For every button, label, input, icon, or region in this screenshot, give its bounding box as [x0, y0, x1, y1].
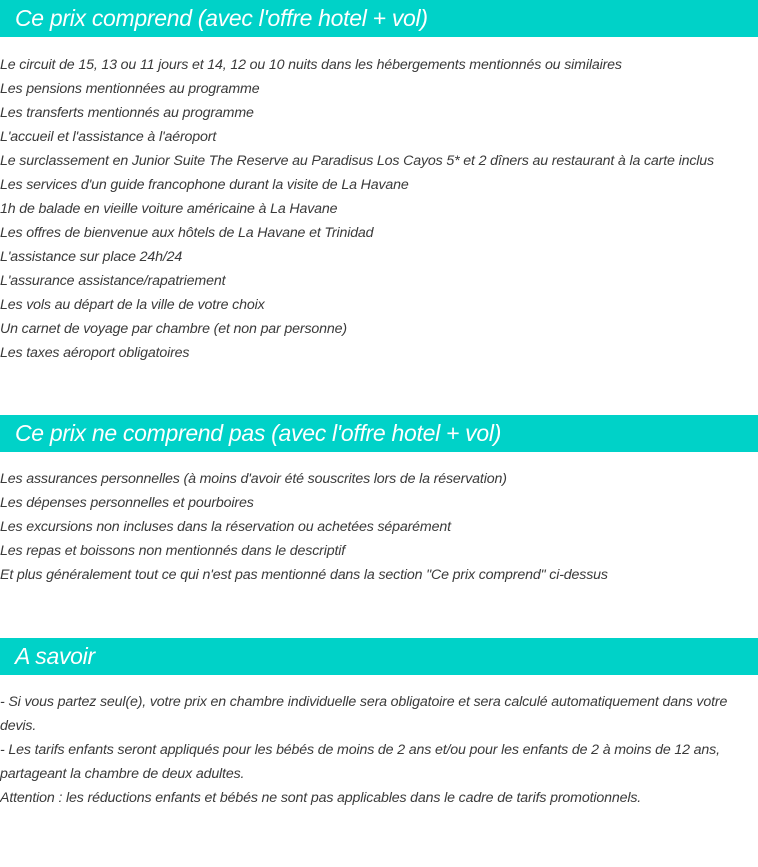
section-header	[0, 638, 758, 675]
list-item: Un carnet de voyage par chambre (et non par personne)	[0, 321, 347, 337]
info-body	[0, 690, 758, 810]
info-paragraph-attention: Attention : les réductions enfants et bébés ne sont pas applicables dans le cadre de tarifs promotionnels.	[0, 790, 642, 806]
list-item: Les offres de bienvenue aux hôtels de La Havane et Trinidad	[0, 225, 374, 241]
price-includes-section	[0, 0, 758, 365]
section-header	[0, 0, 758, 37]
list-item: Les vols au départ de la ville de votre choix	[0, 297, 265, 313]
section-header	[0, 415, 758, 452]
list-item: Les repas et boissons non mentionnés dans le descriptif	[0, 543, 346, 559]
section-title: Ce prix ne comprend pas (avec l'offre hotel + vol)	[15, 420, 502, 446]
section-title: Ce prix comprend (avec l'offre hotel + vol)	[15, 5, 428, 31]
list-item: Le surclassement en Junior Suite The Reserve au Paradisus Los Cayos 5* et 2 dîners au restaurant à la carte inclus	[0, 153, 714, 169]
list-item: Les assurances personnelles (à moins d'avoir été souscrites lors de la réservation)	[0, 471, 507, 487]
includes-list	[0, 53, 758, 365]
list-item: Les pensions mentionnées au programme	[0, 81, 260, 97]
price-excludes-section	[0, 415, 758, 587]
excludes-list	[0, 467, 758, 587]
list-item: L'accueil et l'assistance à l'aéroport	[0, 129, 217, 145]
list-item: 1h de balade en vieille voiture américaine à La Havane	[0, 201, 338, 217]
list-item: Les services d'un guide francophone durant la visite de La Havane	[0, 177, 409, 193]
list-item: Les dépenses personnelles et pourboires	[0, 495, 254, 511]
info-paragraph-child-rates: - Les tarifs enfants seront appliqués pour les bébés de moins de 2 ans et/ou pour les enfants de 2 à moins de 12 ans, partageant la chambre de deux adultes.	[0, 742, 720, 782]
list-item: Les taxes aéroport obligatoires	[0, 345, 190, 361]
info-paragraph-single-room: - Si vous partez seul(e), votre prix en chambre individuelle sera obligatoire et sera calculé automatiquement dans votre devis.	[0, 694, 728, 734]
list-item: Le circuit de 15, 13 ou 11 jours et 14, 12 ou 10 nuits dans les hébergements mentionnés ou similaires	[0, 57, 622, 73]
list-item: Les transferts mentionnés au programme	[0, 105, 254, 121]
list-item: L'assistance sur place 24h/24	[0, 249, 183, 265]
list-item: Les excursions non incluses dans la réservation ou achetées séparément	[0, 519, 451, 535]
list-item: L'assurance assistance/rapatriement	[0, 273, 226, 289]
good-to-know-section	[0, 638, 758, 810]
section-title: A savoir	[15, 643, 95, 669]
list-item: Et plus généralement tout ce qui n'est pas mentionné dans la section "Ce prix comprend" ci-dessus	[0, 567, 608, 583]
